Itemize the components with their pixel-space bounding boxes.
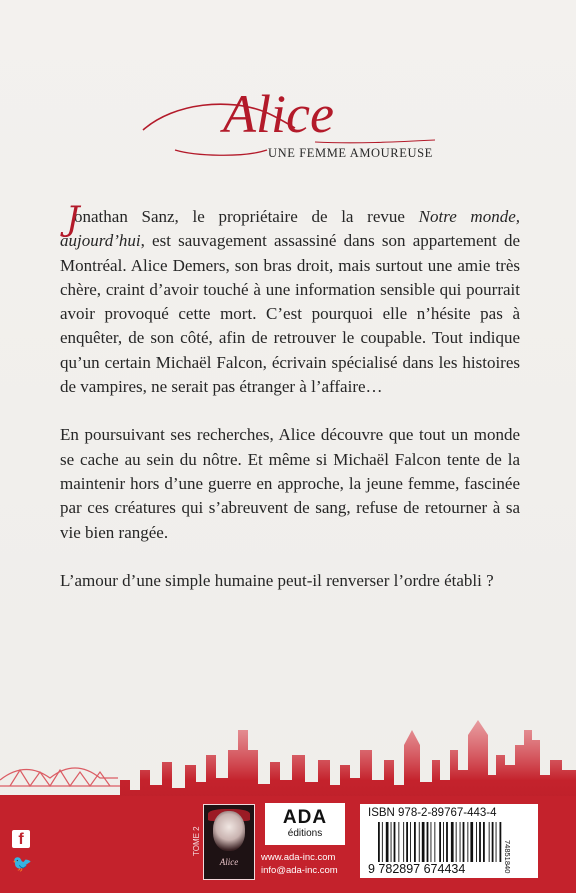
drop-cap: J <box>66 199 80 239</box>
thumbnail-portrait <box>213 811 245 851</box>
publisher-email-link[interactable]: info@ada-inc.com <box>261 865 338 876</box>
barcode-bar <box>434 822 435 862</box>
barcode-box <box>360 804 538 878</box>
barcode-bar <box>398 822 399 862</box>
publisher-website-link[interactable]: www.ada-inc.com <box>261 852 336 863</box>
barcode-bar <box>410 822 411 862</box>
subtitle: UNE FEMME AMOUREUSE <box>268 146 433 160</box>
thumbnail-title: Alice <box>219 857 239 867</box>
barcode-bar <box>463 822 465 862</box>
magazine-title: Notre monde, aujourd’hui <box>60 207 521 251</box>
barcode-bar <box>489 822 490 862</box>
barcode-bar <box>500 822 502 862</box>
social-links <box>12 830 34 872</box>
barcode-bar <box>460 822 461 862</box>
blurb-question: L’amour d’une simple humaine peut-il renverser l’ordre établi ? <box>60 570 494 590</box>
barcode-bar <box>427 822 429 862</box>
barcode-bar <box>479 822 481 862</box>
barcode-bar <box>382 822 383 862</box>
blurb <box>60 199 521 593</box>
publisher-sub: éditions <box>287 828 323 839</box>
facebook-icon[interactable]: f <box>12 830 30 848</box>
barcode-bar <box>456 822 457 862</box>
cover-thumbnail <box>203 804 255 880</box>
barcode-bar <box>406 822 408 862</box>
isbn-text: ISBN 978-2-89767-443-4 <box>368 807 497 819</box>
barcode-bar <box>492 822 494 862</box>
barcode-bar <box>467 822 468 862</box>
barcode-bar <box>414 822 416 862</box>
barcode-digits: 9 782897 674434 <box>368 862 466 874</box>
barcode-bar <box>419 822 420 862</box>
blurb-paragraph-2: En poursuivant ses recherches, Alice découvre que tout un monde se cache au sein du nôtre. Et même si Michaël Falcon tente de la maintenir hors d’une guerre en approche, la jeune femme, fascinée par ces créatures qui s’abreuvent de sang, refuse de retourner à sa vie bien rangée. <box>60 425 520 542</box>
publisher-block <box>257 803 357 883</box>
barcode-side-number: 74851840 <box>503 840 512 874</box>
barcode-bar <box>439 822 441 862</box>
barcode-bar <box>391 822 392 862</box>
barcode-bar <box>422 822 425 862</box>
barcode-bar <box>431 822 432 862</box>
blurb-paragraph-1 <box>60 199 521 399</box>
publisher-logo-box <box>265 803 345 845</box>
barcode-bar <box>378 822 380 862</box>
barcode-bar <box>476 822 477 862</box>
barcode-bar <box>394 822 396 862</box>
barcode-bars <box>368 822 508 874</box>
publisher-logo: ADA <box>282 807 328 828</box>
barcode-bar <box>451 822 454 862</box>
barcode-bar <box>446 822 448 862</box>
title-text: Alice <box>223 84 334 144</box>
barcode-bar <box>496 822 497 862</box>
bridge <box>0 768 120 786</box>
blurb-text: , est sauvagement assassiné dans son appartement de Montréal. Alice Demers, son bras droit, mais surtout une amie très chère, craint d’avoir touché à une information sensible qui pourrait avoir provoqué cette mort. C’est pourquoi elle n’hésite pas à enquêter, de son côté, afin de retrouver le coupable. Tout indique qu’un certain Michaël Falcon, écrivain spécialisé dans les histoires de vampires, ne serait pas étranger à l’affaire… <box>60 231 520 397</box>
barcode-bar <box>386 822 389 862</box>
barcode-bar <box>403 822 404 862</box>
blurb-text: onathan Sanz, le propriétaire de la revue <box>74 207 419 226</box>
twitter-icon[interactable]: 🐦 <box>12 854 32 873</box>
barcode-bar <box>443 822 444 862</box>
volume-label: TOME 2 <box>192 826 201 856</box>
barcode-bar <box>470 822 473 862</box>
barcode-bar <box>483 822 485 862</box>
